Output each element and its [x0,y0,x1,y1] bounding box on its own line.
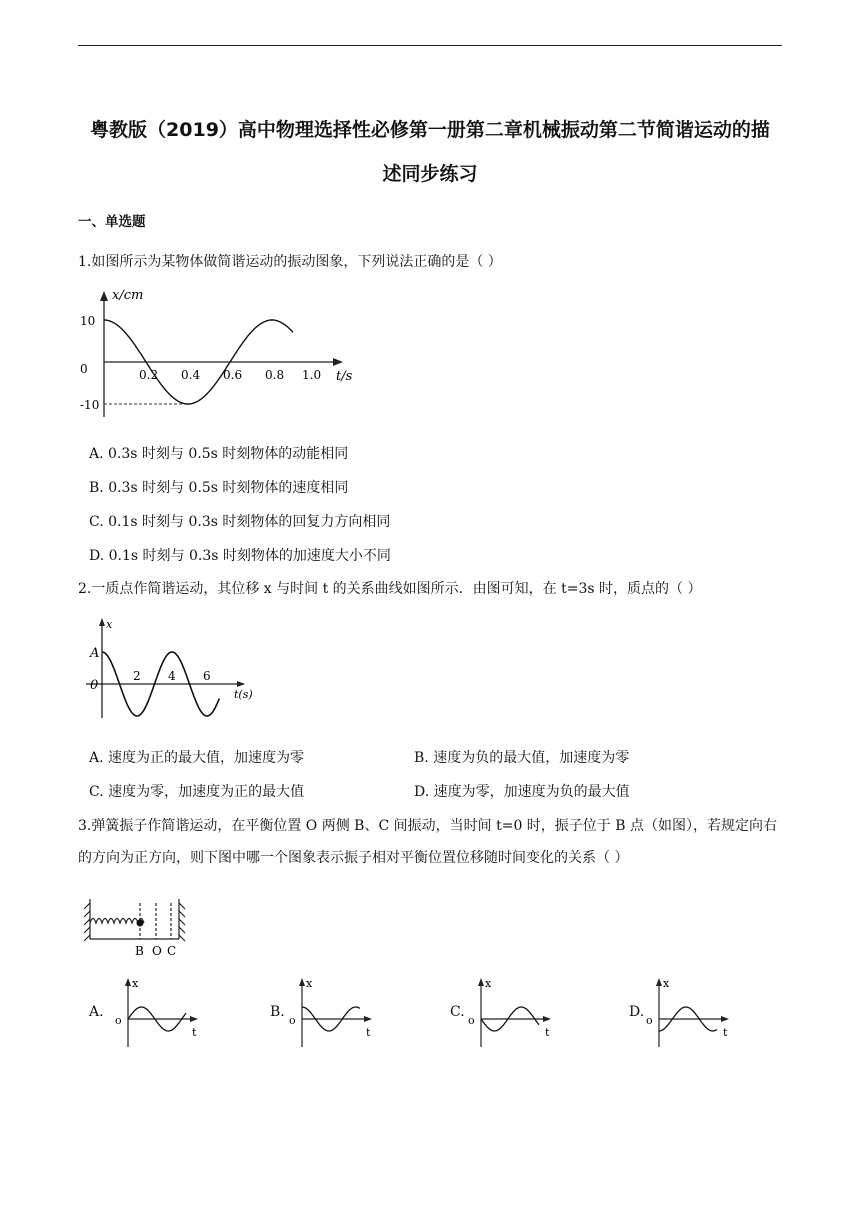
svg-text:O: O [152,944,162,958]
q2-x-tick: 4 [168,669,176,683]
title-line-2: 述同步练习 [382,163,478,185]
q1-y-tick: 0 [80,362,88,376]
q3-a-y-label: x [132,977,139,990]
q3-a-origin: o [115,1014,122,1027]
header-rule [78,45,782,46]
q3-option-a-label[interactable]: A. [89,1004,104,1020]
q1-x-tick: 0.2 [139,368,159,382]
q3-stem: 3.弹簧振子作简谐运动，在平衡位置 O 两侧 B、C 间振动，当时间 t=0 时，振子位于 B 点（如图），若规定向右的方向为正方向，则下图中哪一个图象表示振子相对平衡位置位移随时间变化的关系（ ） [78,818,777,866]
q2-option-d[interactable]: D. 速度为零，加速度为负的最大值 [414,784,630,800]
section-heading: 一、单选题 [78,214,146,230]
q1-x-tick: 0.8 [265,368,285,382]
q3-c-x-label: t [545,1026,550,1039]
q3-c-origin: o [468,1014,475,1027]
q3-b-y-arrow [299,978,305,986]
q2-y-arrow [99,618,105,626]
document-title [78,108,782,196]
q3-option-c-graph[interactable] [467,975,562,1050]
q3-option-b-label[interactable]: B. [270,1004,285,1020]
q3-d-y-label: x [663,977,670,990]
q3-a-x-label: t [192,1026,197,1039]
q1-y-tick: 10 [80,314,96,328]
q3-option-d-label[interactable]: D. [629,1004,645,1020]
q3-d-origin: o [646,1014,653,1027]
q3-option-a-graph[interactable] [114,975,209,1050]
q3-c-y-label: x [485,977,492,990]
q2-x-label: t(s) [234,688,253,701]
q3-a-y-arrow [125,978,131,986]
q1-y-arrow [100,291,108,301]
q1-x-tick: 0.4 [181,368,201,382]
q2-option-c[interactable]: C. 速度为零，加速度为正的最大值 [89,784,305,800]
q3-b-x-label: t [366,1026,371,1039]
q2-stem: 2.一质点作简谐运动，其位移 x 与时间 t 的关系曲线如图所示．由图可知，在 t=3s 时，质点的（ ） [78,581,702,597]
q3-c-y-arrow [478,978,484,986]
q3-b-x-arrow [364,1016,372,1022]
q3-b-y-label: x [306,977,313,990]
q2-graph [84,616,274,721]
q3-d-x-label: t [723,1026,728,1039]
q1-graph [78,287,378,427]
q2-option-b[interactable]: B. 速度为负的最大值，加速度为零 [414,750,630,766]
q3-option-b-graph[interactable] [288,975,383,1050]
q2-x-arrow [237,681,245,687]
q2-x-tick: 2 [133,669,141,683]
svg-text:C: C [167,944,177,958]
q1-x-tick: 0.6 [223,368,243,382]
q1-option-d[interactable]: D. 0.1s 时刻与 0.3s 时刻物体的加速度大小不同 [89,548,391,564]
q3-d-x-arrow [721,1016,729,1022]
title-line-1: 粤教版（2019）高中物理选择性必修第一册第二章机械振动第二节简谐运动的描 [90,119,770,141]
q3-a-x-arrow [190,1016,198,1022]
q3-option-c-label[interactable]: C. [450,1004,465,1020]
q2-y-tick: A [90,646,100,661]
spring-oscillator-figure [82,893,192,963]
q2-x-tick: 6 [203,669,211,683]
svg-text:B: B [135,944,144,958]
q1-stem: 1.如图所示为某物体做简谐运动的振动图象，下列说法正确的是（ ） [78,254,502,270]
q1-y-tick: -10 [80,398,100,412]
q1-y-label: x/cm [112,288,144,303]
q2-y-tick: 0 [90,678,99,693]
q3-option-d-graph[interactable] [645,975,740,1050]
q3-c-x-arrow [543,1016,551,1022]
q1-option-a[interactable]: A. 0.3s 时刻与 0.5s 时刻物体的动能相同 [89,446,349,462]
q1-option-b[interactable]: B. 0.3s 时刻与 0.5s 时刻物体的速度相同 [89,480,349,496]
q3-b-origin: o [289,1014,296,1027]
q1-x-arrow [333,358,343,366]
q1-option-c[interactable]: C. 0.1s 时刻与 0.3s 时刻物体的回复力方向相同 [89,514,391,530]
q2-y-label: x [106,618,113,631]
q1-x-tick: 1.0 [302,368,322,382]
q3-d-y-arrow [656,978,662,986]
q2-option-a[interactable]: A. 速度为正的最大值，加速度为零 [89,750,305,766]
q1-x-label: t/s [336,369,353,384]
